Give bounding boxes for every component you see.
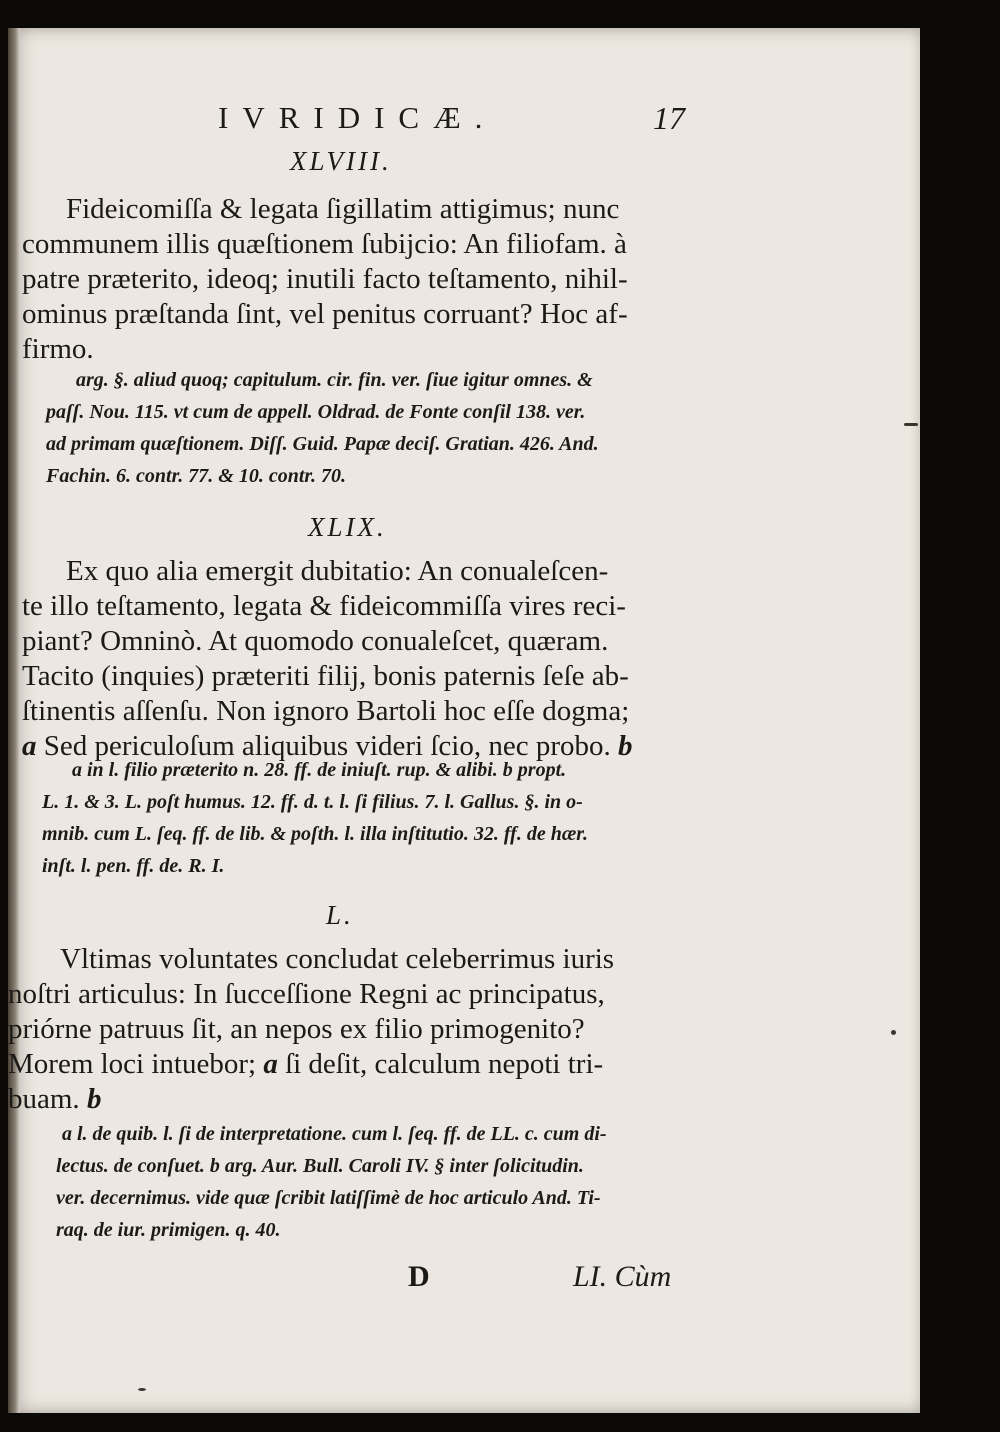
text-line-with-markers [8, 1082, 614, 1117]
signature-mark: D [408, 1260, 430, 1293]
text-line: Sed periculoſum aliquibus videri ſcio, nec probo. [43, 730, 611, 762]
note-line: a in l. filio præterito n. 28. ff. de iniuſt. rup. & alibi. b propt. [72, 759, 567, 781]
footnote-marker: b [618, 730, 633, 762]
text-line: Tacito (inquies) præteriti filij, bonis paternis ſeſe ab- [22, 660, 629, 692]
section-heading-50: L. [326, 900, 354, 930]
note-line: L. 1. & 3. L. poſt humus. 12. ff. d. t. l. ſi filius. 7. l. Gallus. §. in o- [42, 791, 583, 813]
note-line: a l. de quib. l. ſi de interpretatione. cum l. ſeq. ff. de LL. c. cum di- [62, 1123, 607, 1145]
paper-speck [891, 1030, 896, 1035]
text-line: Vltimas voluntates concludat celeberrimus iuris [60, 943, 615, 975]
text-line-rest: ſi deſit, calculum nepoti tri- [285, 1048, 604, 1080]
note-line: arg. §. aliud quoq; capitulum. cir. fin. ver. ſiue igitur omnes. & [76, 369, 593, 391]
note-line: mnib. cum L. ſeq. ff. de lib. & poſth. l. illa inſtitutio. 32. ff. de hær. [42, 823, 588, 845]
footnote-marker: a [22, 730, 37, 762]
text-line: te illo teſtamento, legata & fideicommiſſa vires reci- [22, 590, 626, 622]
note-line: raq. de iur. primigen. q. 40. [56, 1219, 281, 1241]
text-line: Fideicomiſſa & legata ſigillatim attigimus; nunc [66, 193, 620, 225]
text-line: priórne patruus ſit, an nepos ex filio primogenito? [8, 1013, 585, 1045]
text-line: ominus præſtanda ſint, vel penitus corruant? Hoc af- [22, 298, 628, 330]
footnote-marker: a [263, 1048, 278, 1080]
page-number: 17 [653, 100, 685, 136]
text-line: Ex quo alia emergit dubitatio: An conualeſcen- [66, 555, 609, 587]
catchword: LI. Cùm [573, 1260, 672, 1293]
text-line-with-markers [8, 1047, 614, 1082]
note-line: inſt. l. pen. ff. de. R. I. [42, 855, 225, 877]
text-line: patre præterito, ideoq; inutili facto teſtamento, nihil- [22, 263, 628, 295]
note-line: ver. decernimus. vide quæ ſcribit latiſſimè de hoc articulo And. Ti- [56, 1187, 601, 1209]
note-line: ad primam quæſtionem. Diſſ. Guid. Papæ deciſ. Gratian. 426. And. [46, 433, 599, 455]
book-spine-shadow [8, 28, 20, 1413]
paper-speck [138, 1388, 146, 1391]
footnote-marker: b [86, 1083, 102, 1115]
text-line: buam. [8, 1083, 80, 1115]
section-48-text [22, 192, 628, 367]
paper-speck [904, 423, 918, 426]
note-line: Fachin. 6. contr. 77. & 10. contr. 70. [46, 465, 347, 487]
section-49-notes [42, 754, 588, 882]
section-48-notes [46, 364, 599, 492]
section-50-notes [56, 1118, 607, 1246]
text-line: ſtinentis aſſenſu. Non ignoro Bartoli hoc eſſe dogma; [22, 695, 630, 727]
text-line: firmo. [22, 333, 94, 365]
section-49-text [22, 554, 633, 764]
text-line: communem illis quæſtionem ſubijcio: An filiofam. à [22, 228, 627, 260]
running-head: IVRIDICÆ. [218, 100, 497, 135]
section-heading-49: XLIX. [308, 512, 387, 542]
section-50-text [8, 942, 614, 1117]
text-line: piant? Omninò. At quomodo conualeſcet, quæram. [22, 625, 609, 657]
note-line: paſſ. Nou. 115. vt cum de appell. Oldrad. de Fonte conſil 138. ver. [46, 401, 586, 423]
book-page [8, 28, 920, 1413]
text-line: noſtri articulus: In ſucceſſione Regni ac principatus, [8, 978, 605, 1010]
section-heading-48: XLVIII. [290, 146, 392, 176]
note-line: lectus. de conſuet. b arg. Aur. Bull. Caroli IV. § inter ſolicitudin. [56, 1155, 584, 1177]
text-line: Morem loci intuebor; [8, 1048, 257, 1080]
